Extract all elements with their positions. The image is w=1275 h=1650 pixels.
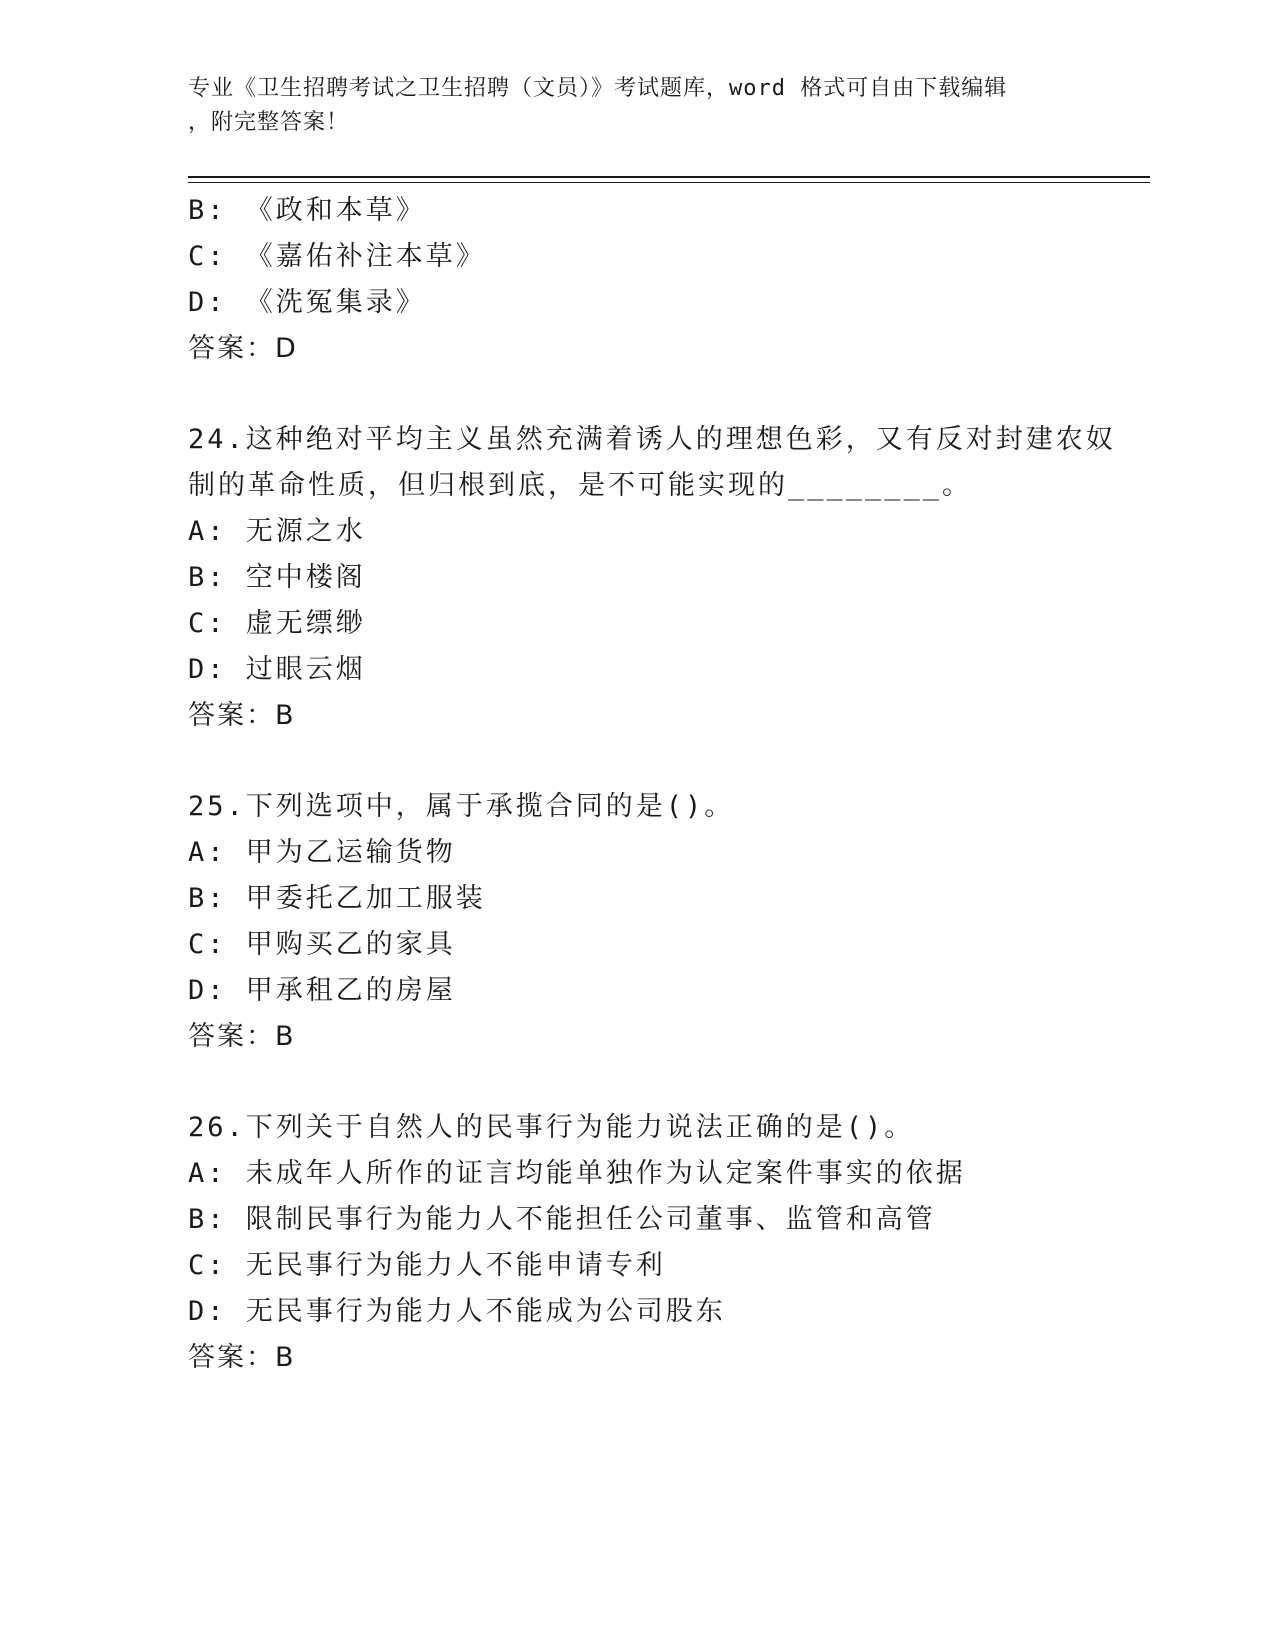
option-c: C: 虚无缥缈 [188, 608, 366, 639]
question-24 [188, 417, 1116, 739]
header-divider-thick [188, 176, 1150, 178]
question-stem-line-2: 制的革命性质，但归根到底，是不可能实现的________。 [188, 470, 973, 501]
header-line-1: 专业《卫生招聘考试之卫生招聘（文员）》考试题库，word 格式可自由下载编辑 [188, 76, 1008, 101]
document-header [188, 72, 1068, 140]
option-b: B: 《政和本草》 [188, 195, 426, 226]
question-list [188, 188, 1116, 1381]
option-c: C: 甲购买乙的家具 [188, 929, 456, 960]
question-26 [188, 1105, 1088, 1381]
option-b: B: 甲委托乙加工服装 [188, 883, 486, 914]
answer-line: 答案：B [188, 700, 296, 731]
option-d: D: 无民事行为能力人不能成为公司股东 [188, 1296, 726, 1327]
answer-line: 答案：B [188, 1021, 296, 1052]
question-stem: 26.下列关于自然人的民事行为能力说法正确的是()。 [188, 1112, 915, 1143]
option-a: A: 甲为乙运输货物 [188, 837, 456, 868]
option-a: A: 未成年人所作的证言均能单独作为认定案件事实的依据 [188, 1158, 966, 1189]
answer-line: 答案：B [188, 1342, 296, 1373]
question-23-remainder [188, 188, 1088, 372]
option-b: B: 限制民事行为能力人不能担任公司董事、监管和高管 [188, 1204, 936, 1235]
option-c: C: 无民事行为能力人不能申请专利 [188, 1250, 666, 1281]
question-25 [188, 784, 1088, 1060]
option-c: C: 《嘉佑补注本草》 [188, 241, 486, 272]
question-stem: 25.下列选项中，属于承揽合同的是()。 [188, 791, 735, 822]
option-a: A: 无源之水 [188, 516, 366, 547]
header-divider-thin [188, 182, 1150, 183]
question-stem-line-1: 24.这种绝对平均主义虽然充满着诱人的理想色彩，又有反对封建农奴 [188, 424, 1116, 455]
option-d: D: 《洗冤集录》 [188, 287, 426, 318]
option-b: B: 空中楼阁 [188, 562, 366, 593]
option-d: D: 甲承租乙的房屋 [188, 975, 456, 1006]
answer-line: 答案：D [188, 333, 298, 364]
header-line-2: ，附完整答案！ [188, 110, 350, 135]
option-d: D: 过眼云烟 [188, 654, 366, 685]
